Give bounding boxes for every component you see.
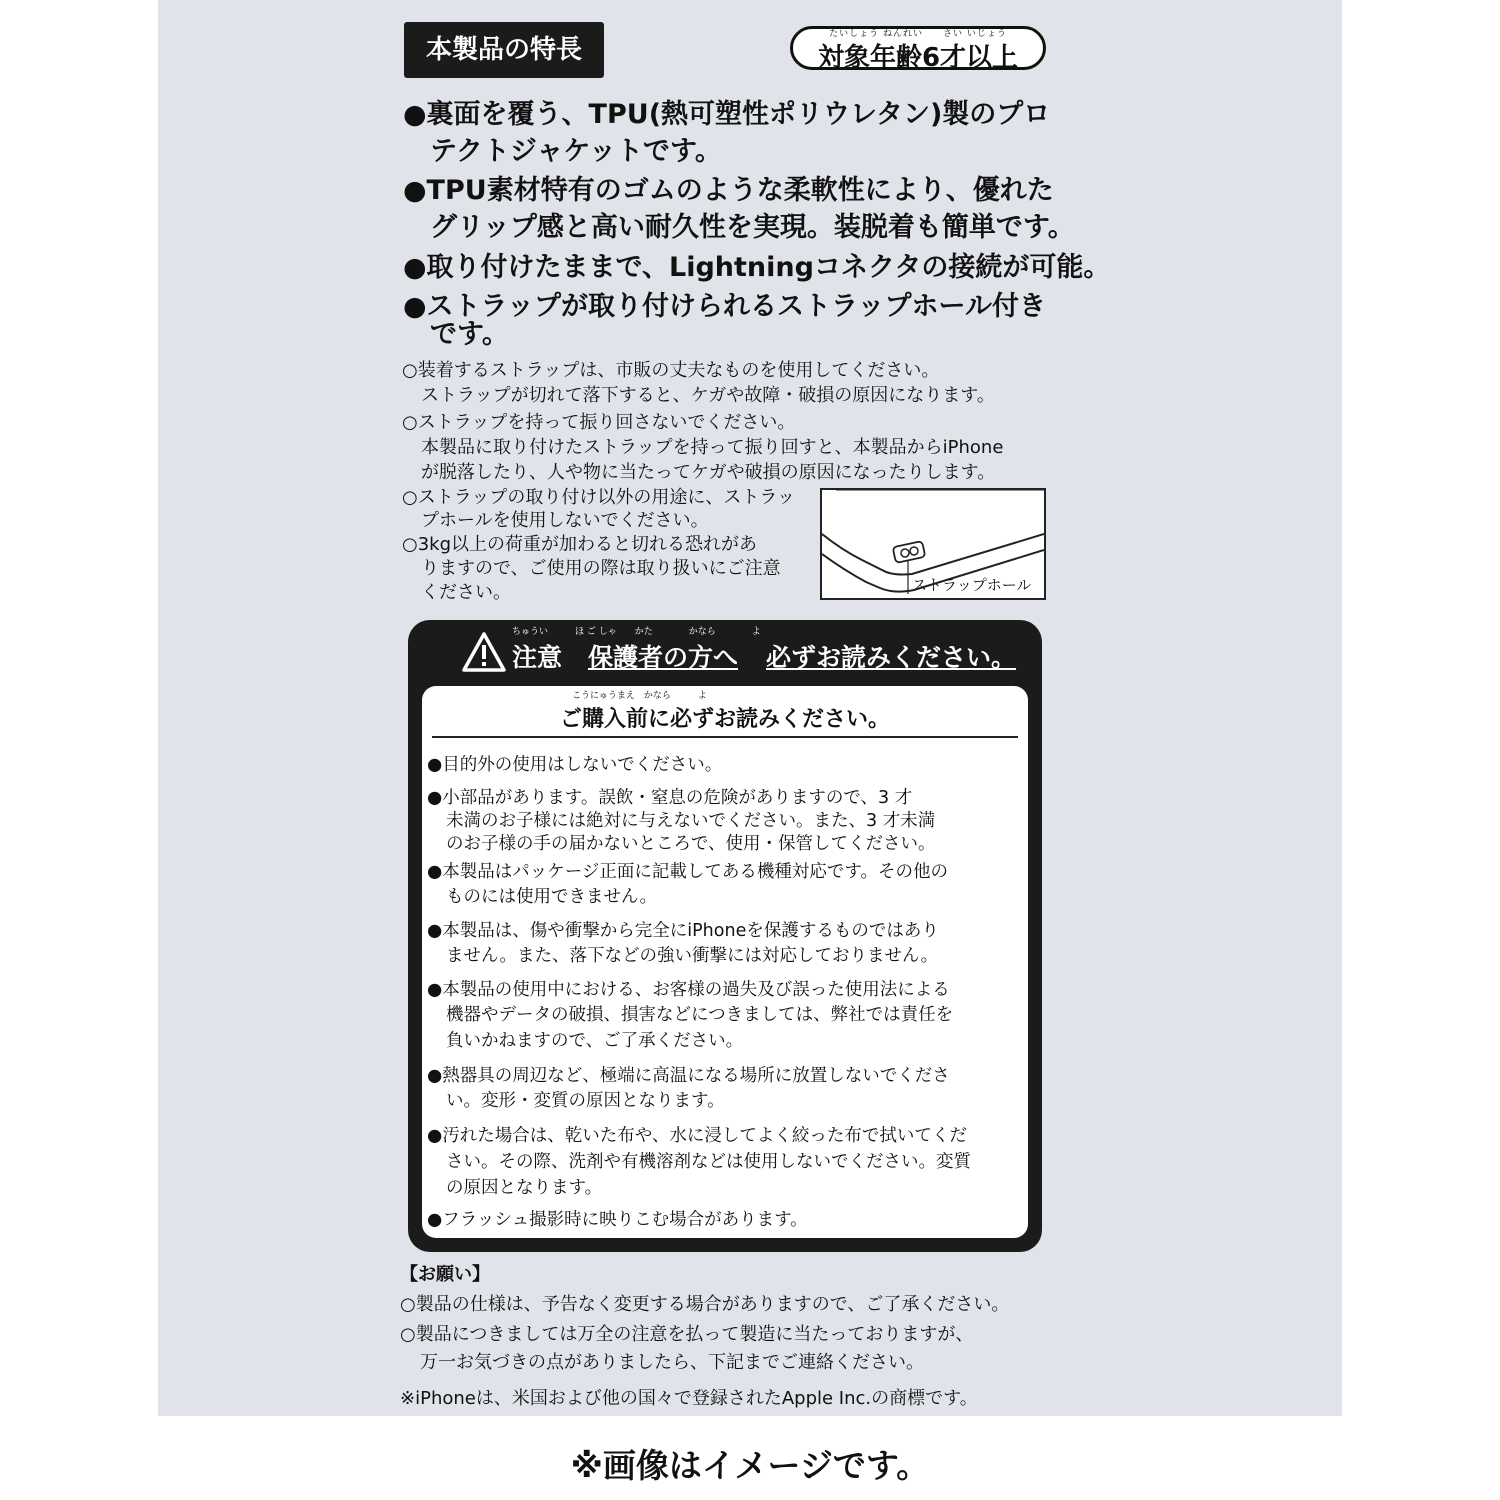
warning-header <box>408 620 1042 682</box>
note-line: ○ストラップを持って振り回さないでください。 <box>402 412 796 433</box>
age-text: 対象年齢6才以上 <box>817 43 1019 73</box>
feature-2-line-2: グリップ感と高い耐久性を実現。装脱着も簡単です。 <box>430 212 1075 243</box>
feature-1-line-2: テクトジャケットです。 <box>430 136 722 167</box>
warning-line: い。変形・変質の原因となります。 <box>446 1091 725 1111</box>
warning-line: さい。その際、洗剤や有機溶剤などは使用しないでください。変質 <box>446 1152 971 1172</box>
warning-line: 負いかねますので、ご了承ください。 <box>446 1031 744 1051</box>
warning-divider <box>432 736 1018 738</box>
warning-body <box>422 686 1028 1238</box>
note-line: ください。 <box>421 582 511 603</box>
feature-4-line-2: です。 <box>430 319 509 350</box>
warning-title-caution: 注意 <box>512 643 563 672</box>
warning-line: ●本製品は、傷や衝撃から完全にiPhoneを保護するものではあり <box>427 921 939 941</box>
warning-ruby: ちゅうい ほ ご しゃ かた かなら よ <box>512 627 761 637</box>
feature-3-line-1: ●取り付けたままで、Lightningコネクタの接続が可能。 <box>403 252 1111 283</box>
request-line: ○製品の仕様は、予告なく変更する場合がありますので、ご了承ください。 <box>400 1294 1010 1315</box>
warning-subtitle: ご購入前に必ずお読みください。 <box>559 707 890 732</box>
request-title: 【お願い】 <box>400 1264 490 1285</box>
age-ruby: たいしょう ねんれい さい いじょう <box>829 29 1007 39</box>
note-line: ○装着するストラップは、市販の丈夫なものを使用してください。 <box>402 360 940 381</box>
age-badge <box>790 26 1046 73</box>
feature-1-line-1: ●裏面を覆う、TPU(熱可塑性ポリウレタン)製のプロ <box>403 99 1051 130</box>
note-line: ストラップが切れて落下すると、ケガや故障・破損の原因になります。 <box>421 385 995 406</box>
note-line: 本製品に取り付けたストラップを持って振り回すと、本製品からiPhone <box>421 437 1004 458</box>
warning-box <box>408 620 1042 1252</box>
feature-2-line-1: ●TPU素材特有のゴムのような柔軟性により、優れた <box>403 175 1054 206</box>
note-line: プホールを使用しないでください。 <box>421 510 709 531</box>
image-caption: ※画像はイメージです。 <box>570 1446 930 1485</box>
warning-line: のお子様の手の届かないところで、使用・保管してください。 <box>446 834 936 854</box>
trademark-note: ※iPhoneは、米国および他の国々で登録されたApple Inc.の商標です。 <box>400 1388 978 1409</box>
warning-line: の原因となります。 <box>446 1178 603 1198</box>
features-title: 本製品の特長 <box>404 22 604 78</box>
note-line: りますので、ご使用の際は取り扱いにご注意 <box>421 558 781 579</box>
request-line: ○製品につきましては万全の注意を払って製造に当たっておりますが、 <box>400 1324 974 1345</box>
warning-line: 機器やデータの破損、損害などにつきましては、弊社では責任を <box>446 1005 954 1025</box>
warning-line: ません。また、落下などの強い衝撃には対応しておりません。 <box>446 946 939 966</box>
warning-line: ものには使用できません。 <box>446 887 658 907</box>
strap-hole-diagram <box>820 488 1046 600</box>
warning-title-read: 必ずお読みください。 <box>766 643 1017 672</box>
feature-4-line-1: ●ストラップが取り付けられるストラップホール付き <box>403 291 1046 322</box>
warning-line: ●小部品があります。誤飲・窒息の危険がありますので、3 才 <box>427 788 913 808</box>
strap-hole-label: ストラップホール <box>912 576 1032 594</box>
warning-triangle-icon <box>462 632 506 672</box>
warning-line: ●目的外の使用はしないでください。 <box>427 755 723 775</box>
warning-line: ●汚れた場合は、乾いた布や、水に浸してよく絞った布で拭いてくだ <box>427 1126 967 1146</box>
warning-subtitle-ruby: こうにゅうまえ かなら よ <box>572 691 707 701</box>
warning-title-guardian: 保護者の方へ <box>588 643 739 672</box>
note-line: が脱落したり、人や物に当たってケガや破損の原因になったりします。 <box>421 462 996 483</box>
warning-line: ●熱器具の周辺など、極端に高温になる場所に放置しないでくださ <box>427 1066 950 1086</box>
note-line: ○ストラップの取り付け以外の用途に、ストラッ <box>402 487 795 508</box>
warning-line: 未満のお子様には絶対に与えないでください。また、3 才未満 <box>446 811 936 831</box>
warning-line: ●フラッシュ撮影時に映りこむ場合があります。 <box>427 1210 808 1230</box>
note-line: ○3kg以上の荷重が加わると切れる恐れがあ <box>402 534 758 555</box>
request-line: 万一お気づきの点がありましたら、下記までご連絡ください。 <box>420 1352 924 1373</box>
warning-line: ●本製品はパッケージ正面に記載してある機種対応です。その他の <box>427 862 949 882</box>
warning-line: ●本製品の使用中における、お客様の過失及び誤った使用法による <box>427 980 950 1000</box>
